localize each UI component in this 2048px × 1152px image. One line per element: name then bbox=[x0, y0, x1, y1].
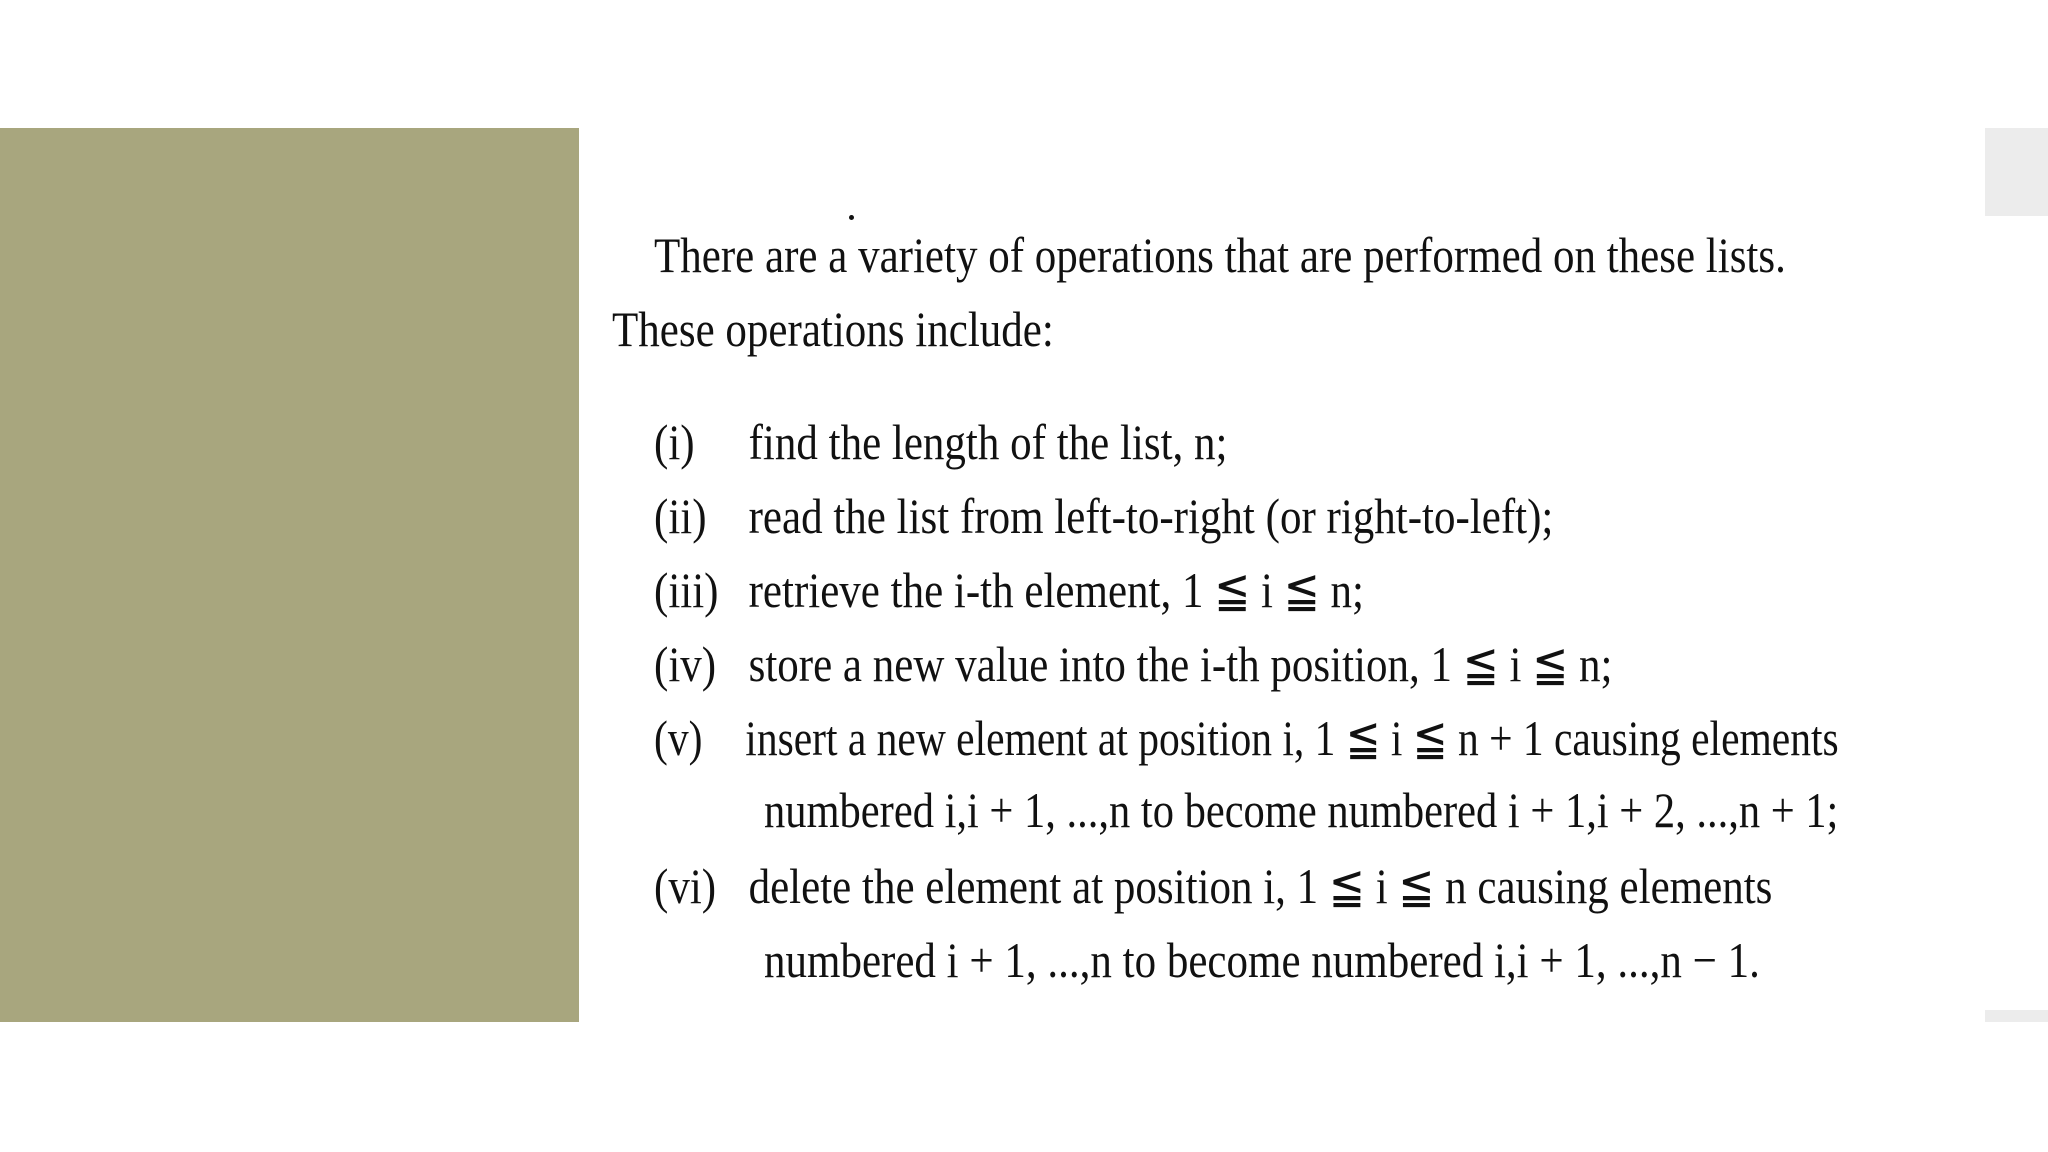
operation-item-vi-continuation: numbered i + 1, ...,n to become numbered i,i + 1, ...,n − 1. bbox=[764, 932, 1760, 988]
operation-text: read the list from left-to-right (or right-to-left); bbox=[748, 488, 1554, 544]
decorative-corner-tab bbox=[1985, 128, 2048, 216]
operation-text: find the length of the list, n; bbox=[748, 414, 1228, 470]
operation-text: insert a new element at position i, 1 ≦ i ≦ n + 1 causing elements bbox=[745, 710, 1839, 766]
operation-item-vi bbox=[654, 849, 1772, 923]
decorative-side-block bbox=[0, 128, 579, 1022]
operation-text: store a new value into the i-th position, 1 ≦ i ≦ n; bbox=[748, 636, 1613, 692]
operation-number: (ii) bbox=[654, 488, 707, 544]
operation-item-iii bbox=[654, 553, 1364, 627]
operation-item-iv bbox=[654, 627, 1612, 701]
operation-number: (v) bbox=[654, 710, 703, 766]
operation-number: (vi) bbox=[654, 858, 717, 914]
operation-item-v bbox=[654, 701, 1839, 775]
operation-number: (iii) bbox=[654, 562, 719, 618]
operation-item-v-continuation: numbered i,i + 1, ...,n to become numbered i + 1,i + 2, ...,n + 1; bbox=[764, 782, 1839, 838]
operation-item-i bbox=[654, 405, 1228, 479]
decorative-bottom-strip bbox=[1985, 1010, 2048, 1022]
operation-number: (i) bbox=[654, 414, 695, 470]
intro-line-2: These operations include: bbox=[612, 301, 1054, 357]
operation-text: delete the element at position i, 1 ≦ i ≦ n causing elements bbox=[748, 858, 1773, 914]
operation-item-ii bbox=[654, 479, 1553, 553]
intro-line-1: There are a variety of operations that are performed on these lists. bbox=[654, 227, 1786, 283]
operation-number: (iv) bbox=[654, 636, 717, 692]
operation-text: retrieve the i-th element, 1 ≦ i ≦ n; bbox=[748, 562, 1364, 618]
